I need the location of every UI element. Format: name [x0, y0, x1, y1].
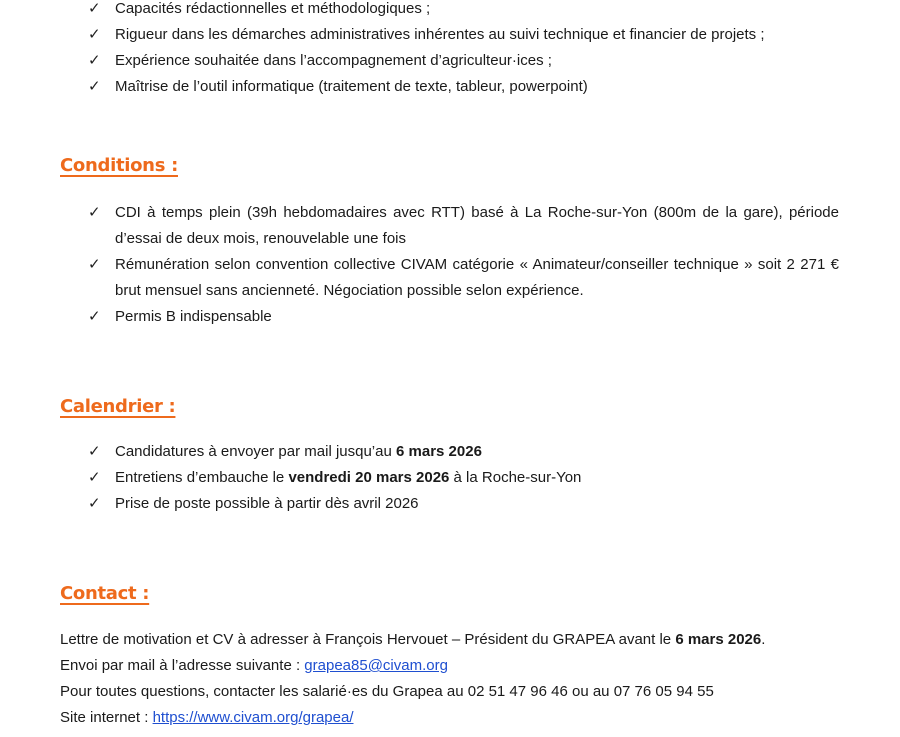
contact-line-text: Site internet : — [60, 709, 153, 726]
checkmark-icon: ✓ — [88, 469, 101, 486]
list-item-text: Prise de poste possible à partir dès avril 2026 — [115, 495, 419, 512]
list-item — [0, 200, 839, 252]
list-item-text: Rémunération selon convention collective CIVAM catégorie « Animateur/conseiller technique » soit 2 271 € brut mensuel sans ancienneté. Négociation possible selon expérience. — [115, 256, 839, 299]
interview-date: vendredi 20 mars 2026 — [288, 469, 450, 486]
list-item-text: Expérience souhaitée dans l’accompagnement d’agriculteur·ices ; — [115, 52, 552, 69]
list-item-text: Maîtrise de l’outil informatique (traitement de texte, tableur, powerpoint) — [115, 78, 588, 95]
contact-line-text: Lettre de motivation et CV à adresser à François Hervouet – Président du GRAPEA avant le — [60, 631, 676, 648]
checkmark-icon: ✓ — [88, 308, 101, 325]
list-item — [0, 304, 839, 330]
contact-line — [60, 705, 860, 731]
website-link[interactable]: https://www.civam.org/grapea/ — [152, 709, 354, 726]
conditions-list — [0, 200, 900, 330]
contact-heading: Contact : — [60, 583, 150, 604]
contact-line — [60, 627, 860, 653]
checkmark-icon: ✓ — [88, 256, 101, 273]
calendar-list — [0, 439, 900, 517]
checkmark-icon: ✓ — [88, 52, 101, 69]
calendar-heading: Calendrier : — [60, 396, 176, 417]
list-item — [0, 48, 839, 74]
list-item-text: Capacités rédactionnelles et méthodologiques ; — [115, 0, 431, 17]
deadline-date: 6 mars 2026 — [396, 443, 482, 460]
contact-line: Pour toutes questions, contacter les salarié·es du Grapea au 02 51 47 96 46 ou au 07 76 05 94 55 — [60, 683, 714, 700]
contact-deadline: 6 mars 2026 — [675, 631, 762, 648]
contact-line-tail: . — [761, 631, 766, 648]
checkmark-icon: ✓ — [88, 26, 101, 43]
list-item-text-tail: à la Roche-sur-Yon — [449, 469, 582, 486]
conditions-heading: Conditions : — [60, 155, 178, 176]
list-item — [0, 491, 839, 517]
contact-block — [60, 627, 860, 731]
list-item — [0, 465, 839, 491]
checkmark-icon: ✓ — [88, 495, 101, 512]
list-item — [0, 22, 839, 48]
email-link[interactable]: grapea85@civam.org — [304, 657, 448, 674]
checkmark-icon: ✓ — [88, 443, 101, 460]
list-item-text: CDI à temps plein (39h hebdomadaires avec RTT) basé à La Roche-sur-Yon (800m de la gare), période d’essai de deux mois, renouvelable une fois — [115, 204, 839, 247]
list-item-text: Entretiens d’embauche le — [115, 469, 289, 486]
contact-line-text: Envoi par mail à l’adresse suivante : — [60, 657, 305, 674]
checkmark-icon: ✓ — [88, 78, 101, 95]
list-item — [0, 74, 839, 100]
checkmark-icon: ✓ — [88, 204, 101, 221]
list-item-text: Candidatures à envoyer par mail jusqu’au — [115, 443, 396, 460]
list-item-text: Permis B indispensable — [115, 308, 272, 325]
skills-list — [0, 0, 900, 100]
list-item — [0, 0, 839, 22]
checkmark-icon: ✓ — [88, 0, 101, 17]
list-item-text: Rigueur dans les démarches administratives inhérentes au suivi technique et financier de projets ; — [115, 26, 765, 43]
list-item — [0, 439, 839, 465]
list-item — [0, 252, 839, 304]
contact-line — [60, 653, 860, 679]
